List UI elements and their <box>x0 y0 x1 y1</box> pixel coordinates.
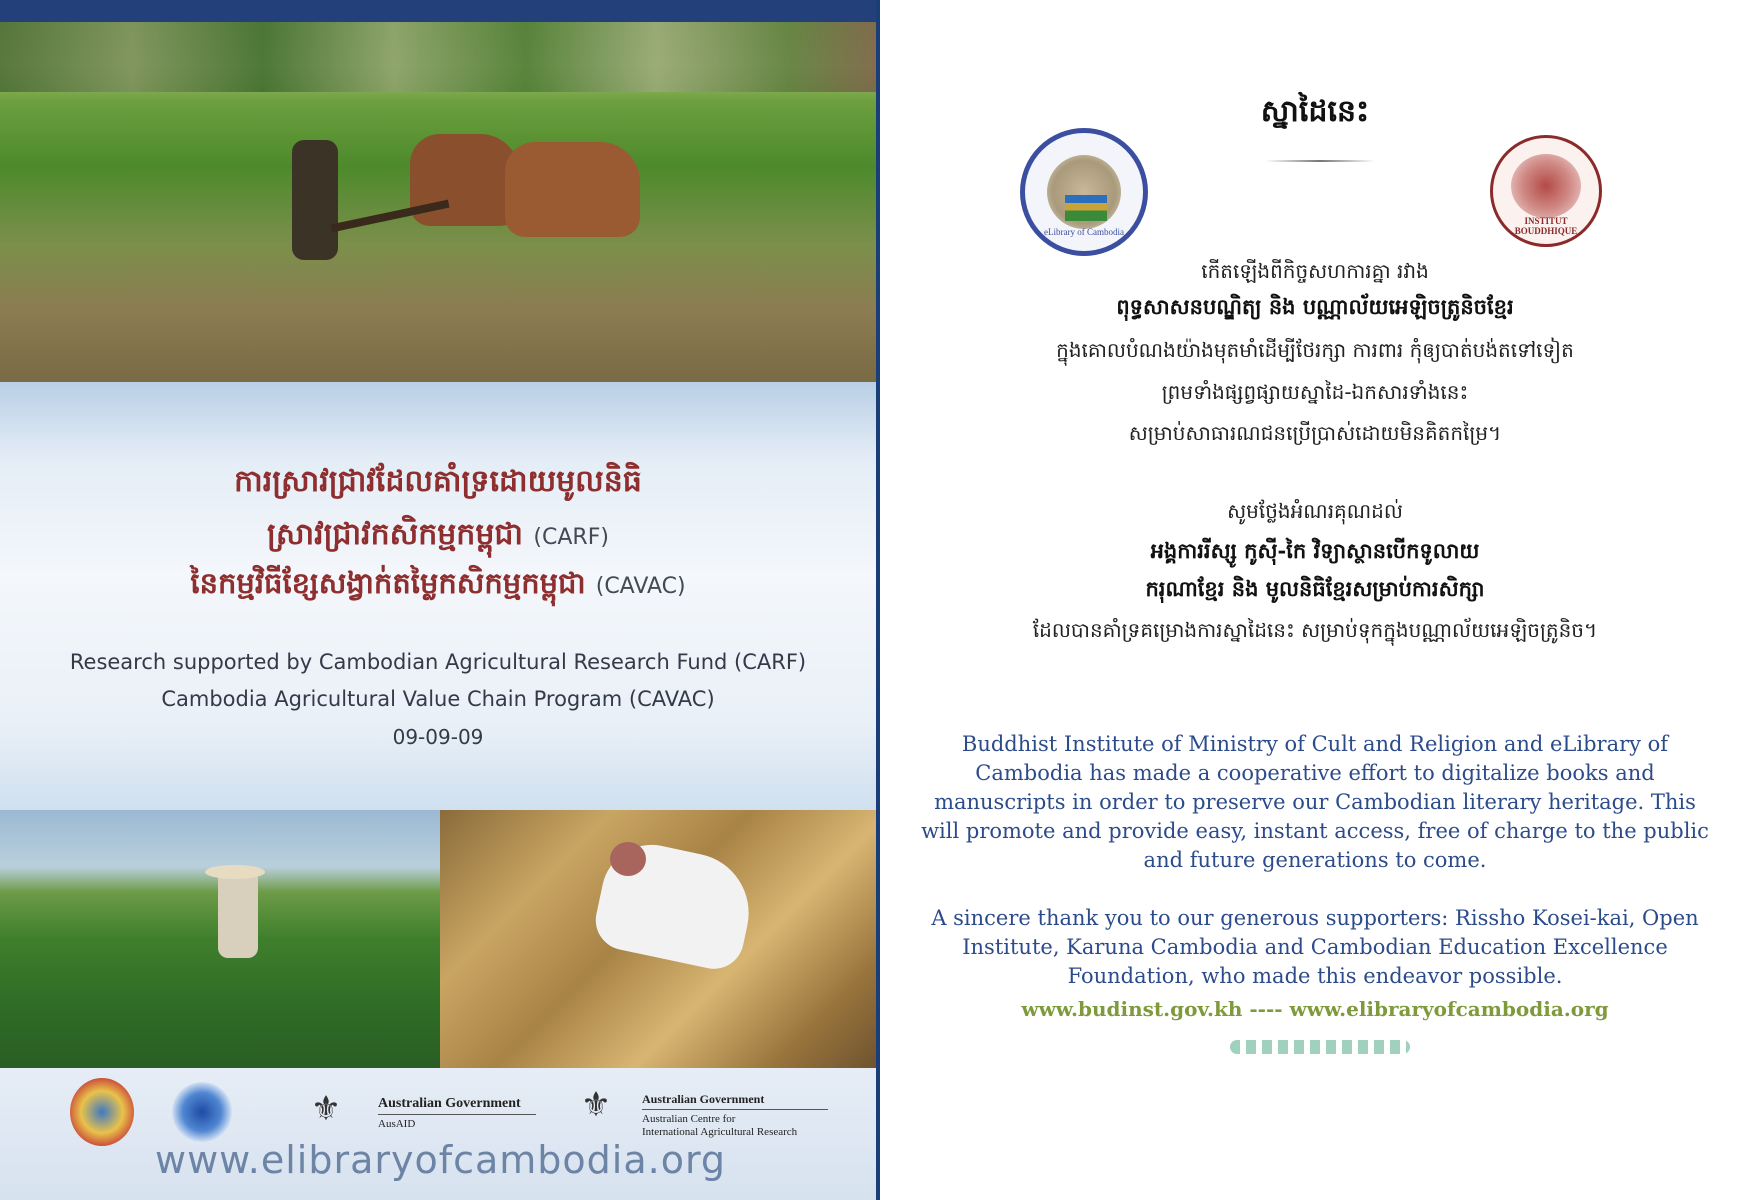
research-institute-seal <box>172 1082 232 1142</box>
ausaid-logo <box>378 1096 536 1131</box>
km-line-3: ក្នុងគោលបំណងយ៉ាងមុតមាំដើម្បីថែរក្សា ការពារ កុំឲ្យបាត់បង់តទៅទៀត <box>1056 338 1574 362</box>
carf-abbr: (CARF) <box>533 525 609 550</box>
en-research-line: Research supported by Cambodian Agricultural Research Fund (CARF) <box>69 650 807 674</box>
en-para-1-line: Cambodia has made a cooperative effort to digitalize books and <box>975 761 1655 785</box>
acknowledgment-page <box>880 0 1750 1200</box>
ausaid-text: AusAID <box>378 1118 416 1130</box>
aciar-logo <box>642 1092 828 1139</box>
worker-hat <box>205 865 265 879</box>
en-para-1-line: Buddhist Institute of Ministry of Cult and Religion and eLibrary of <box>961 732 1669 756</box>
ministry-seal <box>70 1078 134 1146</box>
elibrary-badge-text: eLibrary of Cambodia <box>1044 227 1124 237</box>
en-para-2-line: Institute, Karuna Cambodia and Cambodian Education Excellence <box>962 935 1668 959</box>
km-line-8: ករុណាខ្មែរ និង មូលនិធិខ្មែរសម្រាប់ការសិក្សា <box>1145 576 1485 601</box>
decorative-ornament <box>1230 1040 1410 1054</box>
aciar-sub-2: International Agricultural Research <box>642 1126 798 1138</box>
cover-date: 09-09-09 <box>392 725 484 749</box>
km-line-2: ពុទ្ធសាសនបណ្ឌិត្យ និង បណ្ណាល័យអេឡិចត្រូនិចខ្មែរ <box>1116 294 1514 319</box>
ox-plowing-photo <box>0 22 876 382</box>
aciar-sub-1: Australian Centre for <box>642 1113 736 1125</box>
institute-seal-emblem <box>1511 154 1581 218</box>
harvester-headscarf <box>610 842 646 876</box>
en-para-1-line: and future generations to come. <box>1143 848 1487 872</box>
website-urls: www.budinst.gov.kh ---- www.elibraryofcambodia.org <box>1021 997 1609 1021</box>
en-paragraph-1 <box>880 730 1750 875</box>
buddhist-institute-seal <box>1490 135 1602 247</box>
en-para-2-line: Foundation, who made this endeavor possible. <box>1067 964 1563 988</box>
cavac-abbr: (CAVAC) <box>595 574 686 599</box>
cover-top-strip <box>0 0 876 22</box>
australian-crest-icon-2: ⚜ <box>580 1085 612 1125</box>
km-title-line-3 <box>0 566 876 608</box>
rice-harvest-photo <box>440 810 876 1068</box>
institut-bouddhique-text: INSTITUT BOUDDHIQUE <box>1514 216 1578 236</box>
km-title-line-1 <box>0 462 876 506</box>
km-line-9: ដែលបានគាំទ្រគម្រោងការស្នាដៃនេះ សម្រាប់ទុកក្នុងបណ្ណាល័យអេឡិចត្រូនិច។ <box>1032 618 1598 642</box>
km-title-2-text: ស្រាវជ្រាវកសិកម្មកម្ពុជា <box>267 517 523 552</box>
aciar-gov-text: Australian Government <box>642 1092 828 1110</box>
worker-figure <box>218 868 258 958</box>
en-paragraph-2 <box>880 904 1750 991</box>
km-title-3-text: នៃកម្មវិធីខ្សែសង្វាក់តម្លៃកសិកម្មកម្ពុជា <box>190 566 586 600</box>
elibrary-badge-logo <box>1020 128 1148 256</box>
en-program-line: Cambodia Agricultural Value Chain Program (CAVAC) <box>161 687 715 711</box>
km-title-1-text: ការស្រាវជ្រាវដែលគាំទ្រដោយមូលនិធិ <box>234 464 642 499</box>
field-worker-photo <box>0 810 440 1068</box>
en-para-2-line: A sincere thank you to our generous supporters: Rissho Kosei-kai, Open <box>931 906 1699 930</box>
farmer-figure <box>292 140 338 260</box>
km-line-7: អង្គការរីស្សូ កូស៊ី-កៃ វិទ្យាស្ថានបើកទូលាយ <box>1150 538 1480 563</box>
australian-crest-icon: ⚜ <box>310 1089 342 1129</box>
en-para-1-line: manuscripts in order to preserve our Cambodian literary heritage. This <box>934 790 1696 814</box>
km-line-6: សូមថ្លែងអំណរគុណដល់ <box>1227 499 1403 523</box>
ox-right <box>505 142 640 237</box>
km-title-line-2 <box>0 515 876 559</box>
heading-divider <box>1265 160 1375 162</box>
km-line-1: កើតឡើងពីកិច្ចសហការគ្នា រវាង <box>1201 259 1429 283</box>
ausaid-gov-text: Australian Government <box>378 1096 536 1115</box>
en-para-1-line: will promote and provide easy, instant access, free of charge to the public <box>921 819 1709 843</box>
elibrary-watermark: www.elibraryofcambodia.org <box>155 1138 727 1182</box>
tree-line <box>0 22 876 92</box>
km-line-4: ព្រមទាំងផ្សព្វផ្សាយស្នាដៃ-ឯកសារទាំងនេះ <box>1161 380 1469 404</box>
km-line-5: សម្រាប់សាធារណជនប្រើប្រាស់ដោយមិនគិតកម្រៃ។ <box>1128 421 1502 445</box>
books-icon <box>1065 195 1107 221</box>
km-heading: ស្នាដៃនេះ <box>1260 94 1370 129</box>
